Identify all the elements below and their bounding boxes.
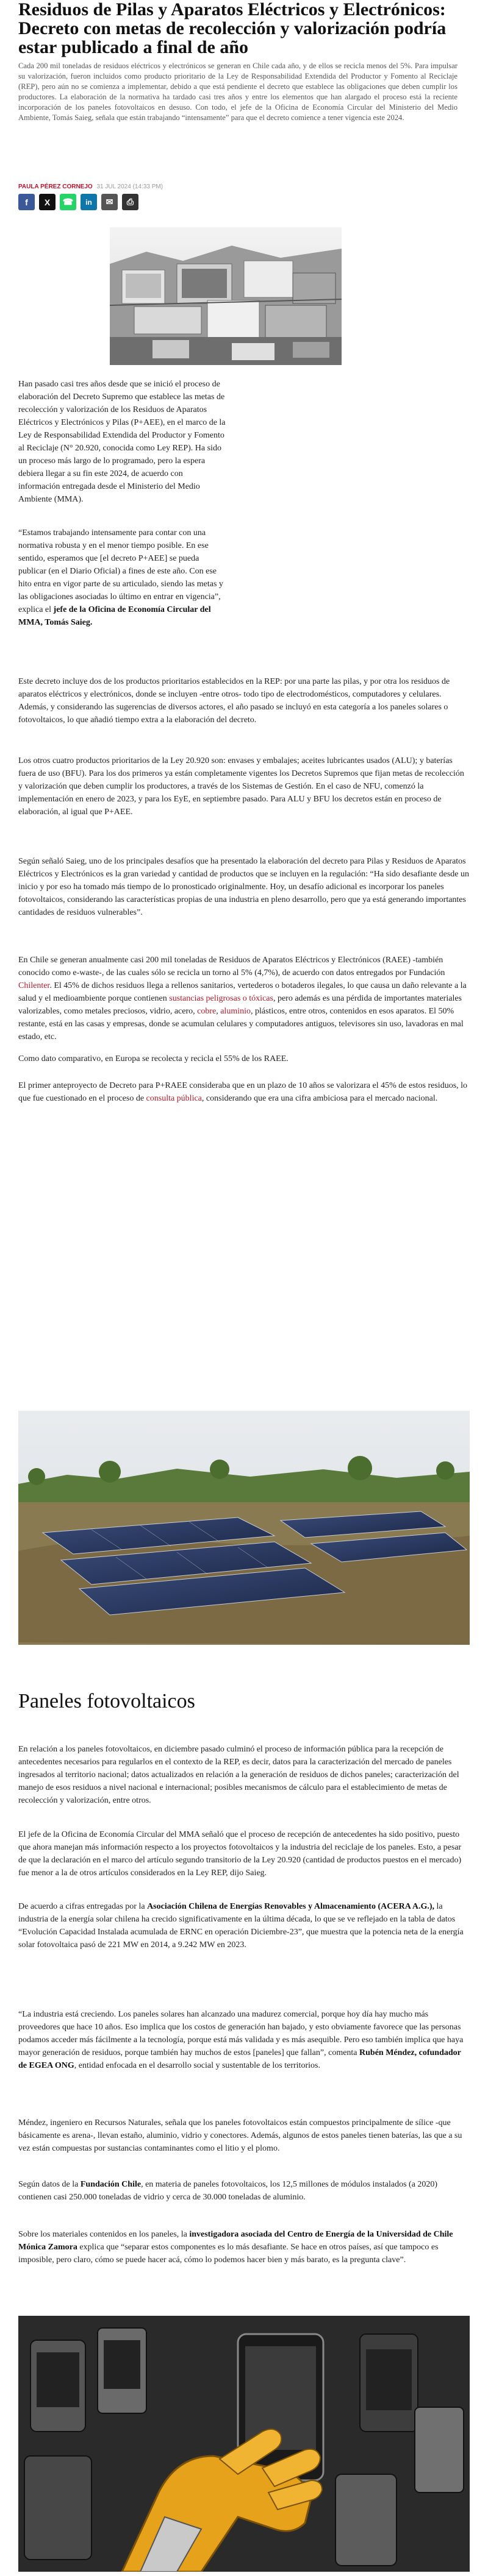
paragraph-6-text-b: . El 45% de dichos residuos llega a rellenos sanitarios, vertederos o botaderos ilegales, lo que causa un daño relevante a la salud y el medioambiente porque contienen [18,981,467,1003]
paragraph-8-text-a: El primer anteproyecto de Decreto para P+RAEE consideraba que en un plazo de 10 años se valorizara el 45% de estos residuos, lo que fue cuestionado en el proceso de [18,1081,468,1103]
paragraph-11-text-a: De acuerdo a cifras entregadas por la [18,1902,148,1911]
paragraph-6-text-a: En Chile se generan anualmente casi 200 mil toneladas de Residuos de Aparatos Eléctricos y Electrónicos (RAEE) -también conocido como e-waste-, de las cuales sólo se recicla un torno al 5% (4,7%), de acuerdo con datos entregados por Fundación [18,956,445,978]
paragraph-6-text-c: , pero además es una pérdida de importantes materiales valorizables, como metales preciosos, vidrio, acero, [18,994,462,1016]
ruben-mendez-bold: Rubén Méndez, cofundador de EGEA ONG [18,2048,461,2070]
paragraph-7: Como dato comparativo, en Europa se recolecta y recicla el 55% de los RAEE. [18,1054,289,1063]
paragraph-2-bold: jefe de la Oficina de Economía Circular del MMA, Tomás Saieg. [18,605,211,627]
solar-panels-image [18,1411,470,1645]
publish-date: 31 JUL 2024 (14:33 PM) [96,183,163,190]
public-consultation-link[interactable]: consulta pública [146,1094,202,1103]
paragraph-9: En relación a los paneles fotovoltaicos, en diciembre pasado culminó el proceso de información pública para la recepción de antecedentes necesarios para regularlos en el contexto de la REP, es decir, datos para la caracterización del mercado de paneles ingresados al territorio nacional; datos actualizados en relación a la generación de residuos de dichos paneles; caracterización del manejo de esos residuos a nivel nacional e internacional; posibles mecanismos de cálculo para el establecimiento de metas de recolección y valorización, entre otros. [18,1745,459,1805]
paragraph-6 [18,954,470,1043]
paragraph-14 [18,2178,470,2204]
paragraph-11-text-b: la industria de la energía solar chilena ha crecido significativamente en la última década, lo que se ve reflejado en la tabla de datos “Evolución Capacidad Instalada acumulada de ERNC en operación Diciembre-23”, que muestra que la potencia neta de la energía solar fotovoltaica pasó de 221 MW en 2014, a 9.242 MW en 2023. [18,1902,464,1950]
copper-link[interactable]: cobre [197,1007,217,1016]
aluminum-link[interactable]: aluminio [220,1007,251,1016]
whatsapp-icon[interactable]: ☎ [60,194,76,210]
monica-zamora-bold: investigadora asociada del Centro de Energía de la Universidad de Chile Mónica Zamora [18,2230,453,2252]
print-icon[interactable]: ⎙ [122,194,138,210]
acera-bold: Asociación Chilena de Energías Renovables y Almacenamiento (ACERA A.G.), [147,1902,435,1911]
section-heading-solar-panels: Paneles fotovoltaicos [18,1690,195,1712]
paragraph-15-text-b: explica que “separar estos componentes es lo más desafiante. Se hace en otros países, así que tampoco es imposible, pero claro, cómo se puede hacer acá, cómo lo podemos hacer bien y más barato, es la pregunta clave”. [18,2243,439,2265]
paragraph-15 [18,2228,470,2266]
fundacion-chile-bold: Fundación Chile [80,2180,142,2189]
paragraph-13: Méndez, ingeniero en Recursos Naturales, señala que los paneles fotovoltaicos están compuestos principalmente de sílice -que básicamente es arena-, llevan estaño, aluminio, vidrio y conectores. Además, algunos de estos paneles tienen baterías, las que a su vez están compuestas por sustancias contaminantes como el litio y el plomo. [18,2118,462,2153]
paragraph-4: Los otros cuatro productos prioritarios de la Ley 20.920 son: envases y embalajes; aceites lubricantes usados (ALU); y baterías fuera de uso (BFU). Para los dos primeros ya están completamente vigentes los Decretos Supremos que fijan metas de recolección y valorización que deben cumplir los productores, a través de los Sistemas de Gestión. En el caso de NFU, comenzó la implementación en enero de 2023, y para los EyE, en septiembre pasado. Para ALU y BFU los decretos están en proceso de elaboración, al igual que P+AEE. [18,756,464,817]
share-bar [18,194,138,210]
paragraph-12-text-a: “La industria está creciendo. Los paneles solares han alcanzado una madurez comercial, porque hoy día hay mucho más proveedores que hace 10 años. Eso implica que los costos de generación han bajado, y esto obviamente favorece que las personas podamos acceder más fácilmente a la tecnología, porque está más validada y es más asequible. Pero eso también implica que haya mayor generación de residuos, porque también hay muchos de estos [paneles] que fallan”, comenta [18,2010,464,2057]
chilenter-link[interactable]: Chilenter [18,981,50,990]
paragraph-14-text-a: Según datos de la [18,2180,81,2189]
paragraph-12-text-b: , entidad enfocada en el desarrollo social y sustentable de los territorios. [74,2061,320,2070]
paragraph-11 [18,1900,470,1951]
paragraph-2 [18,527,226,629]
byline [18,183,163,190]
paragraph-8-text-b: , considerando que era una cifra ambiciosa para el mercado nacional. [201,1094,438,1103]
author-link[interactable]: PAULA PÉREZ CORNEJO [18,183,93,190]
paragraph-8 [18,1079,470,1105]
paragraph-12 [18,2008,470,2072]
facebook-icon[interactable]: f [18,194,35,210]
article-lead: Cada 200 mil toneladas de residuos eléctricos y electrónicos se generan en Chile cada año, y de ellos se recicla menos del 5%. Para impulsar su valorización, fueron incluidos como producto prioritario de la Ley de Responsabilidad Extendida del Productor y Fomento al Reciclaje (REP), pero aún no se comienza a implementar, debido a que está pendiente el decreto que establece las obligaciones que deben cumplir los productores. La elaboración de la normativa ha tardado casi tres años y entre los elementos que han alargado el proceso está la reciente incorporación de los paneles fotovoltaicos en desuso. Con todo, el jefe de la Oficina de Economía Circular del Ministerio del Medio Ambiente, Tomás Saieg, señala que están trabajando “intensamente” para que el decreto comience a tener vigencia este 2024. [18,62,458,122]
paragraph-2-text: “Estamos trabajando intensamente para contar con una normativa robusta y en el menor tiempo posible. En ese sentido, esperamos que [el decreto P+AEE] se pueda publicar (en el Diario Oficial) a fines de este año. Con ese hito entra en vigor parte de su articulado, siendo las metas y las obligaciones asociadas lo último en entrar en vigencia”, explica el [18,528,223,614]
paragraph-15-text-a: Sobre los materiales contenidos en los paneles, la [18,2230,190,2239]
paragraph-14-text-b: , en materia de paneles fotovoltaicos, los 12,5 millones de módulos instalados (a 2020) contienen casi 250.000 toneladas de vidrio y cerca de 30.000 toneladas de aluminio. [18,2180,438,2202]
old-phones-image [18,2316,470,2572]
paragraph-10: El jefe de la Oficina de Economía Circular del MMA señaló que el proceso de recepción de antecedentes ha sido positivo, puesto que ahora manejan más información respecto a los proyectos fotovoltaicos y la industria del reciclaje de los paneles. Esto, a pesar de que la declaración en el marco del artículo segundo transitorio de la Ley 20.920 (cantidad de productos puestos en el mercado) fue menor a la de otros artículos considerados en la Ley REP, dijo Saieg. [18,1830,462,1878]
paragraph-5: Según señaló Saieg, uno de los principales desafíos que ha presentado la elaboración del decreto para Pilas y Residuos de Aparatos Eléctricos y Electrónicos es la gran variedad y cantidad de productos que se incluyen en la regulación: “Ha sido desafiante desde un inicio y por eso ha tomado más tiempo de lo pronosticado originalmente. Hoy, un desafío adicional es incorporar los paneles fotovoltaicos, considerando las características propias de una industria en pleno desarrollo, pero que ya está generando importantes cantidades de residuos vulnerables”. [18,857,469,917]
paragraph-3: Este decreto incluye dos de los productos prioritarios establecidos en la REP: por una parte las pilas, y por otra los residuos de aparatos eléctricos y electrónicos, donde se incluyen -entre otros- todo tipo de electrodomésticos, computadores y celulares. Además, y considerando las sugerencias de diversos actores, el año pasado se incluyó en esta categoría a los paneles solares o fotovoltaicos, lo que añadió tiempo extra a la elaboración del decreto. [18,677,450,725]
paragraph-6-text-e: , plásticos, entre otros, contenidos en esos aparatos. El 50% restante, está en las casas y empresas, donde se acumulan celulares y computadores antiguos, televisores sin uso, lavadoras en mal estado, etc. [18,1007,464,1041]
toxic-substances-link[interactable]: sustancias peligrosas o tóxicas [169,994,273,1003]
e-waste-pile-image [110,227,342,365]
email-icon[interactable]: ✉ [101,194,118,210]
article-headline: Residuos de Pilas y Aparatos Eléctricos y Electrónicos: Decreto con metas de recolección y valorización podría estar publicado a final de año [18,0,447,57]
paragraph-6-text-d: , [216,1007,221,1016]
paragraph-1: Han pasado casi tres años desde que se inició el proceso de elaboración del Decreto Supremo que establece las metas de recolección y valorización de los Residuos de Aparatos Eléctricos y Electrónicos y Pilas (P+AEE), en el marco de la Ley de Responsabilidad Extendida del Productor y Fomento al Reciclaje (N° 20.920, conocida como Ley REP). Ha sido un proceso más largo de lo programado, pero la espera debiera llegar a su fin este 2024, de acuerdo con información entregada desde el Ministerio del Medio Ambiente (MMA). [18,380,226,504]
linkedin-icon[interactable]: in [81,194,97,210]
twitter-icon[interactable]: X [39,194,56,210]
